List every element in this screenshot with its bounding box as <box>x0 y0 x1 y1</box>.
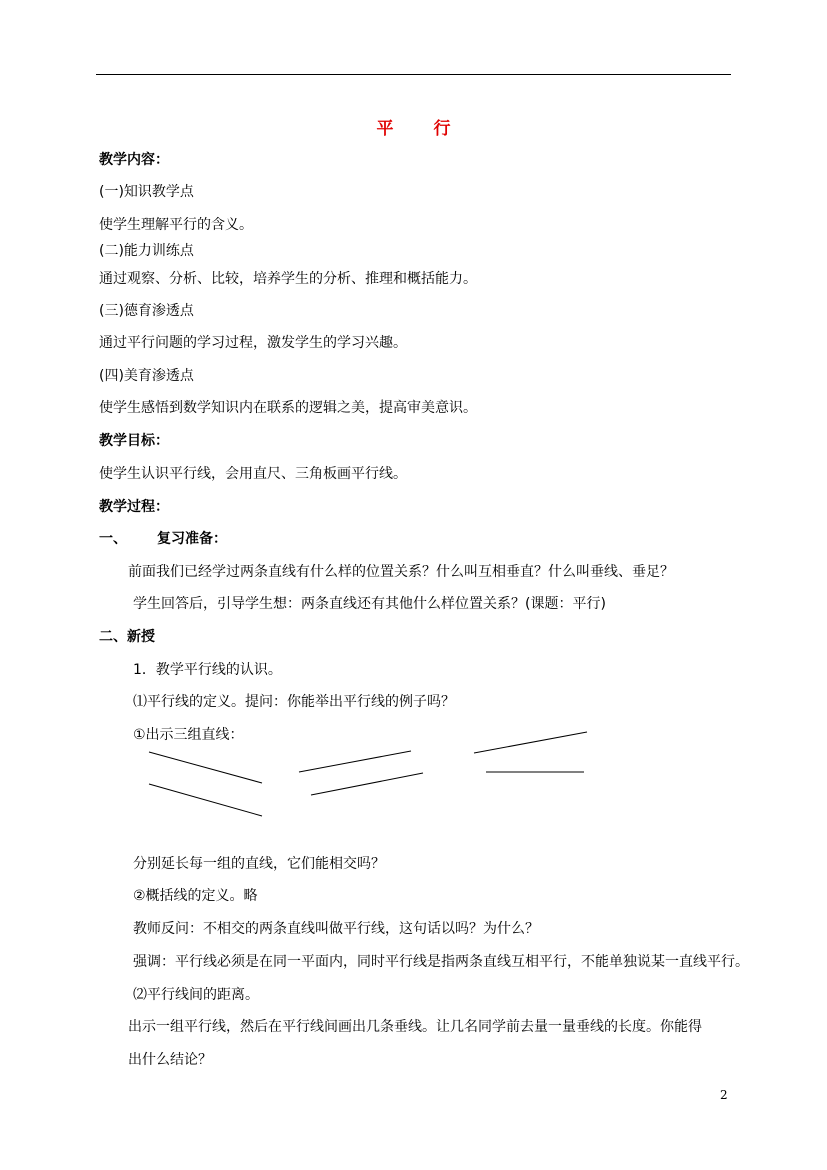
section2-step-6: 教师反问：不相交的两条直线叫做平行线，这句话以吗？为什么？ <box>133 921 539 937</box>
moral-text: 通过平行问题的学习过程，激发学生的学习兴趣。 <box>99 335 407 351</box>
pair1-line-1 <box>149 752 262 783</box>
pair2-line-1 <box>299 751 411 772</box>
section2-title: 二、新授 <box>99 629 155 645</box>
knowledge-text: 使学生理解平行的含义。 <box>99 217 253 233</box>
section2-step-4: 分别延长每一组的直线，它们能相交吗？ <box>133 856 385 872</box>
ability-text: 通过观察、分析、比较，培养学生的分析、推理和概括能力。 <box>99 271 477 287</box>
pair3-line-1 <box>474 732 587 753</box>
section2-step-9: 出示一组平行线，然后在平行线间画出几条垂线。让几名同学前去量一量垂线的长度。你能得 <box>128 1019 702 1035</box>
section1-paragraph-2: 学生回答后，引导学生想：两条直线还有其他什么样位置关系？(课题：平行) <box>133 596 606 612</box>
section2-step-10: 出什么结论？ <box>128 1052 212 1068</box>
knowledge-label: (一)知识教学点 <box>99 184 194 200</box>
aesthetic-label: (四)美育渗透点 <box>99 368 194 384</box>
section2-step-5: ②概括线的定义。略 <box>133 888 258 904</box>
pair2-line-2 <box>311 773 423 795</box>
section2-step-1: 1．教学平行线的认识。 <box>133 662 282 678</box>
section1-number: 一、 <box>99 531 127 547</box>
content-heading: 教学内容： <box>99 152 169 168</box>
pair1-line-2 <box>149 784 262 816</box>
page-number: 2 <box>720 1088 728 1102</box>
section2-step-7: 强调：平行线必须是在同一平面内，同时平行线是指两条直线互相平行，不能单独说某一直线平行。 <box>133 954 749 970</box>
goal-text: 使学生认识平行线，会用直尺、三角板画平行线。 <box>99 466 407 482</box>
ability-label: (二)能力训练点 <box>99 243 194 259</box>
process-heading: 教学过程： <box>99 499 169 515</box>
aesthetic-text: 使学生感悟到数学知识内在联系的逻辑之美，提高审美意识。 <box>99 400 477 416</box>
title-char-1: 平 <box>376 119 394 139</box>
section1-title: 复习准备： <box>157 531 227 547</box>
section2-step-3: ①出示三组直线： <box>133 727 244 743</box>
section2-step-2: ⑴平行线的定义。提问：你能举出平行线的例子吗？ <box>133 694 455 710</box>
section1-paragraph-1: 前面我们已经学过两条直线有什么样的位置关系？什么叫互相垂直？什么叫垂线、垂足？ <box>128 564 674 580</box>
goal-heading: 教学目标： <box>99 433 169 449</box>
section2-step-8: ⑵平行线间的距离。 <box>133 987 259 1003</box>
title-char-2: 行 <box>433 119 451 139</box>
moral-label: (三)德育渗透点 <box>99 303 194 319</box>
